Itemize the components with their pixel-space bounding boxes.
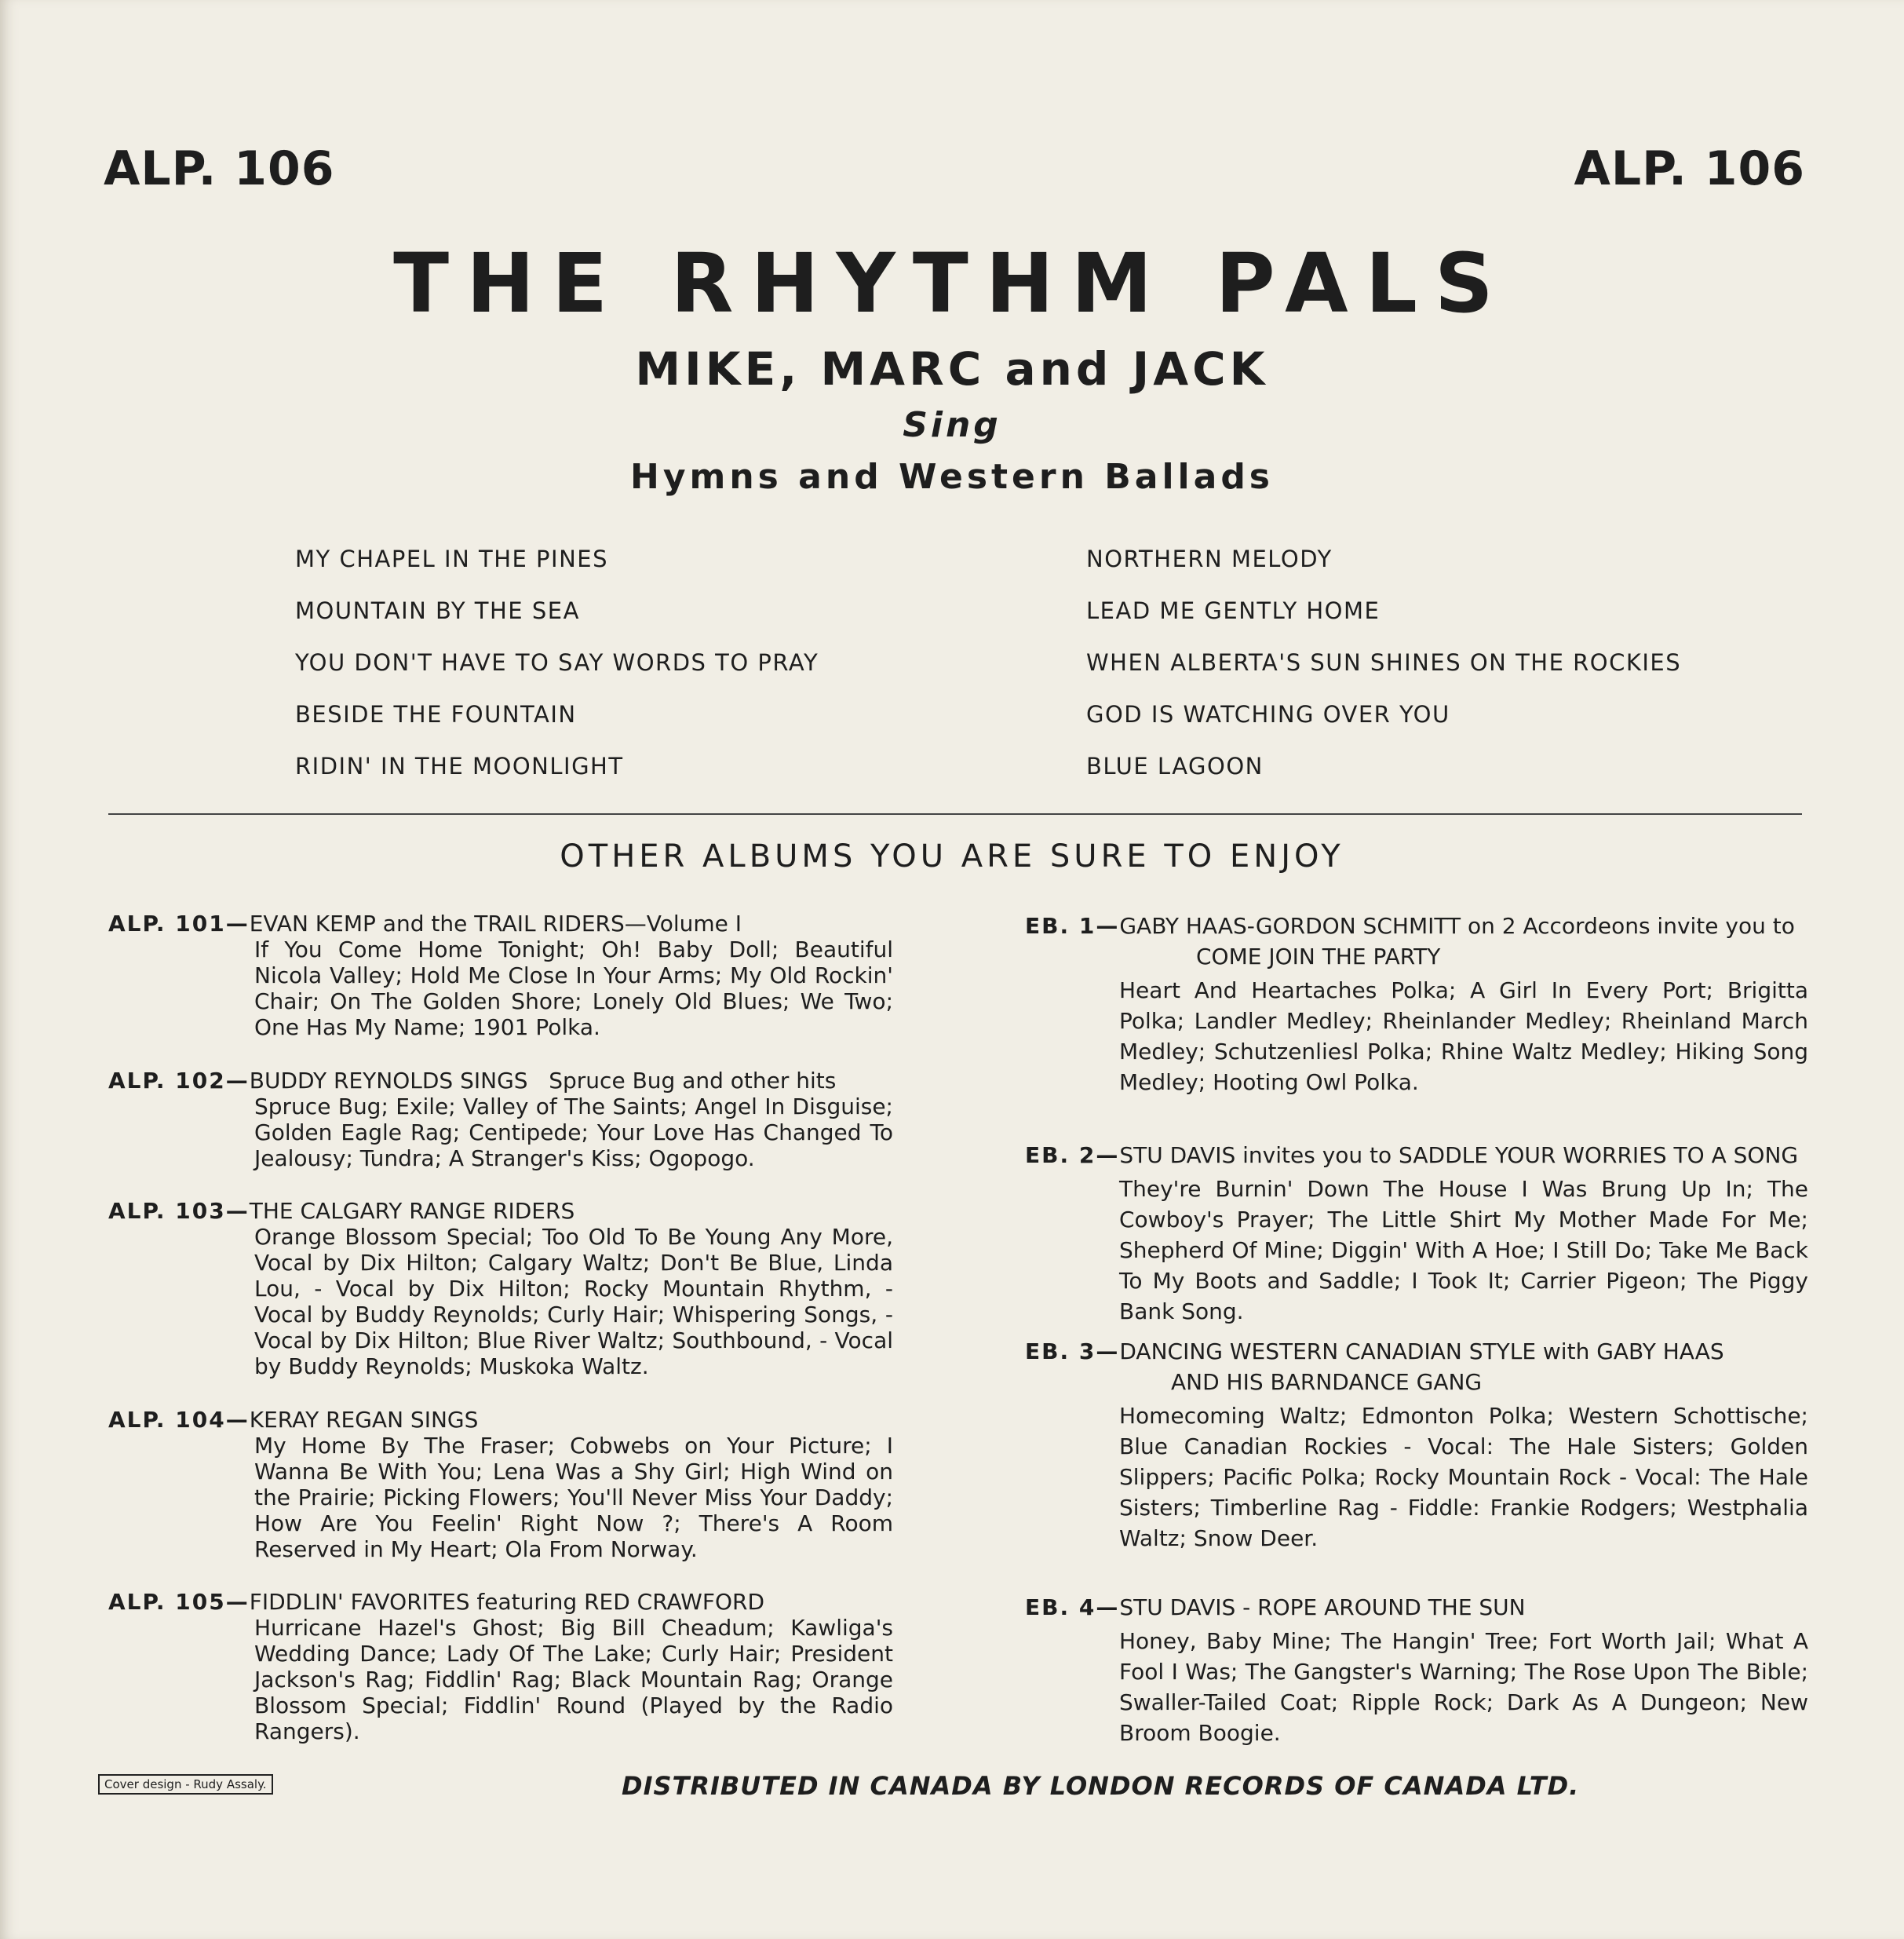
album-entry	[108, 1407, 893, 1562]
album-entry	[1025, 1140, 1808, 1327]
album-entry	[108, 1589, 893, 1744]
album-entry	[108, 911, 893, 1040]
album-code: EB. 1—	[1025, 913, 1120, 939]
album-songs: Spruce Bug; Exile; Valley of The Saints; Angel In Disguise; Golden Eagle Rag; Centipede; Your Love Has Changed To Jealousy; Tundra; A Stranger's Kiss; Ogopogo.	[254, 1094, 893, 1171]
album-songs: Honey, Baby Mine; The Hangin' Tree; Fort Worth Jail; What A Fool I Was; The Gangster's Warning; The Rose Upon The Bible; Swaller-Tailed Coat; Ripple Rock; Dark As A Dungeon; New Broom Boogie.	[1119, 1628, 1808, 1746]
album-title-line: BUDDY REYNOLDS SINGS Spruce Bug and other hits	[249, 1068, 837, 1094]
album-entry	[1025, 1336, 1808, 1554]
track-item: LEAD ME GENTLY HOME	[1086, 597, 1381, 624]
album-entry	[108, 1068, 893, 1171]
album-title-continued: COME JOIN THE PARTY	[1196, 944, 1441, 970]
genre-label: Hymns and Western Ballads	[630, 457, 1274, 497]
album-songs: Homecoming Waltz; Edmonton Polka; Western Schottische; Blue Canadian Rockies - Vocal: The Hale Sisters; Golden Slippers; Pacific Polka; Rocky Mountain Rock - Vocal: The Hale Sisters; Timberline Rag - Fiddle: Frankie Rodgers; Westphalia Waltz; Snow Deer.	[1119, 1403, 1808, 1551]
album-entry	[108, 1198, 893, 1379]
album-code: EB. 4—	[1025, 1594, 1120, 1620]
album-songs: My Home By The Fraser; Cobwebs on Your Picture; I Wanna Be With You; Lena Was a Shy Girl; High Wind on the Prairie; Picking Flowers; You'll Never Miss Your Daddy; How Are You Feelin' Right Now ?; There's A Room Reserved in My Heart; Ola From Norway.	[254, 1433, 893, 1562]
album-songs: Orange Blossom Special; Too Old To Be Young Any More, Vocal by Dix Hilton; Calgary Waltz; Don't Be Blue, Linda Lou, - Vocal by Dix Hilton; Rocky Mountain Rhythm, - Vocal by Buddy Reynolds; Curly Hair; Whispering Songs, - Vocal by Dix Hilton; Blue River Waltz; Southbound, - Vocal by Buddy Reynolds; Muskoka Waltz.	[254, 1224, 893, 1379]
track-item: RIDIN' IN THE MOONLIGHT	[295, 753, 624, 780]
track-list-right	[1086, 543, 1681, 802]
track-item: YOU DON'T HAVE TO SAY WORDS TO PRAY	[295, 649, 819, 676]
album-title-line: FIDDLIN' FAVORITES featuring RED CRAWFORD	[249, 1589, 765, 1615]
album-songs: Hurricane Hazel's Ghost; Big Bill Cheadum; Kawliga's Wedding Dance; Lady Of The Lake; Curly Hair; President Jackson's Rag; Fiddlin' Rag; Black Mountain Rag; Orange Blossom Special; Fiddlin' Round (Played by the Radio Rangers).	[254, 1615, 893, 1744]
track-item: MOUNTAIN BY THE SEA	[295, 597, 580, 624]
track-item: BLUE LAGOON	[1086, 753, 1264, 780]
album-code: EB. 3—	[1025, 1338, 1120, 1364]
album-code: ALP. 103—	[108, 1198, 250, 1224]
album-code: EB. 2—	[1025, 1142, 1120, 1168]
album-title-line: STU DAVIS invites you to SADDLE YOUR WORRIES TO A SONG	[1119, 1142, 1799, 1168]
album-code: ALP. 105—	[108, 1589, 250, 1615]
album-title-line: DANCING WESTERN CANADIAN STYLE with GABY HAAS	[1119, 1338, 1724, 1364]
track-list-left	[295, 543, 819, 802]
album-code: ALP. 101—	[108, 911, 250, 937]
distribution-notice: DISTRIBUTED IN CANADA BY LONDON RECORDS OF CANADA LTD.	[622, 1771, 1580, 1801]
track-item: MY CHAPEL IN THE PINES	[295, 546, 609, 572]
cover-design-credit: Cover design - Rudy Assaly.	[98, 1774, 273, 1795]
album-entry	[1025, 1592, 1808, 1748]
album-title-line: GABY HAAS-GORDON SCHMITT on 2 Accordeons invite you to	[1119, 913, 1795, 939]
album-songs: If You Come Home Tonight; Oh! Baby Doll; Beautiful Nicola Valley; Hold Me Close In Your Arms; My Old Rockin' Chair; On The Golden Shore; Lonely Old Blues; We Two; One Has My Name; 1901 Polka.	[254, 937, 893, 1040]
album-title-line: STU DAVIS - ROPE AROUND THE SUN	[1119, 1594, 1526, 1620]
album-subtitle: MIKE, MARC and JACK	[635, 342, 1269, 396]
track-item: NORTHERN MELODY	[1086, 546, 1333, 572]
album-title-line: KERAY REGAN SINGS	[249, 1407, 479, 1433]
track-item: WHEN ALBERTA'S SUN SHINES ON THE ROCKIES	[1086, 649, 1682, 676]
album-songs: Heart And Heartaches Polka; A Girl In Every Port; Brigitta Polka; Landler Medley; Rheinlander Medley; Rheinland March Medley; Schutzenliesl Polka; Rhine Waltz Medley; Hiking Song Medley; Hooting Owl Polka.	[1119, 977, 1808, 1095]
album-title: THE RHYTHM PALS	[393, 236, 1511, 331]
album-songs: They're Burnin' Down The House I Was Brung Up In; The Cowboy's Prayer; The Little Shirt My Mother Made For Me; Shepherd Of Mine; Diggin' With A Hoe; I Still Do; Take Me Back To My Boots and Saddle; I Took It; Carrier Pigeon; The Piggy Bank Song.	[1119, 1176, 1808, 1324]
album-title-continued: AND HIS BARNDANCE GANG	[1171, 1369, 1483, 1395]
track-item: BESIDE THE FOUNTAIN	[295, 701, 577, 728]
other-albums-heading: OTHER ALBUMS YOU ARE SURE TO ENJOY	[560, 838, 1344, 875]
album-entry	[1025, 911, 1808, 1097]
track-item: GOD IS WATCHING OVER YOU	[1086, 701, 1450, 728]
sing-label: Sing	[903, 405, 1001, 445]
divider	[108, 813, 1802, 815]
album-code: ALP. 104—	[108, 1407, 250, 1433]
album-title-line: EVAN KEMP and the TRAIL RIDERS—Volume I	[249, 911, 742, 937]
catalog-number-right: ALP. 106	[1574, 141, 1805, 196]
album-code: ALP. 102—	[108, 1068, 250, 1094]
album-title-line: THE CALGARY RANGE RIDERS	[249, 1198, 575, 1224]
catalog-number-left: ALP. 106	[104, 141, 335, 196]
